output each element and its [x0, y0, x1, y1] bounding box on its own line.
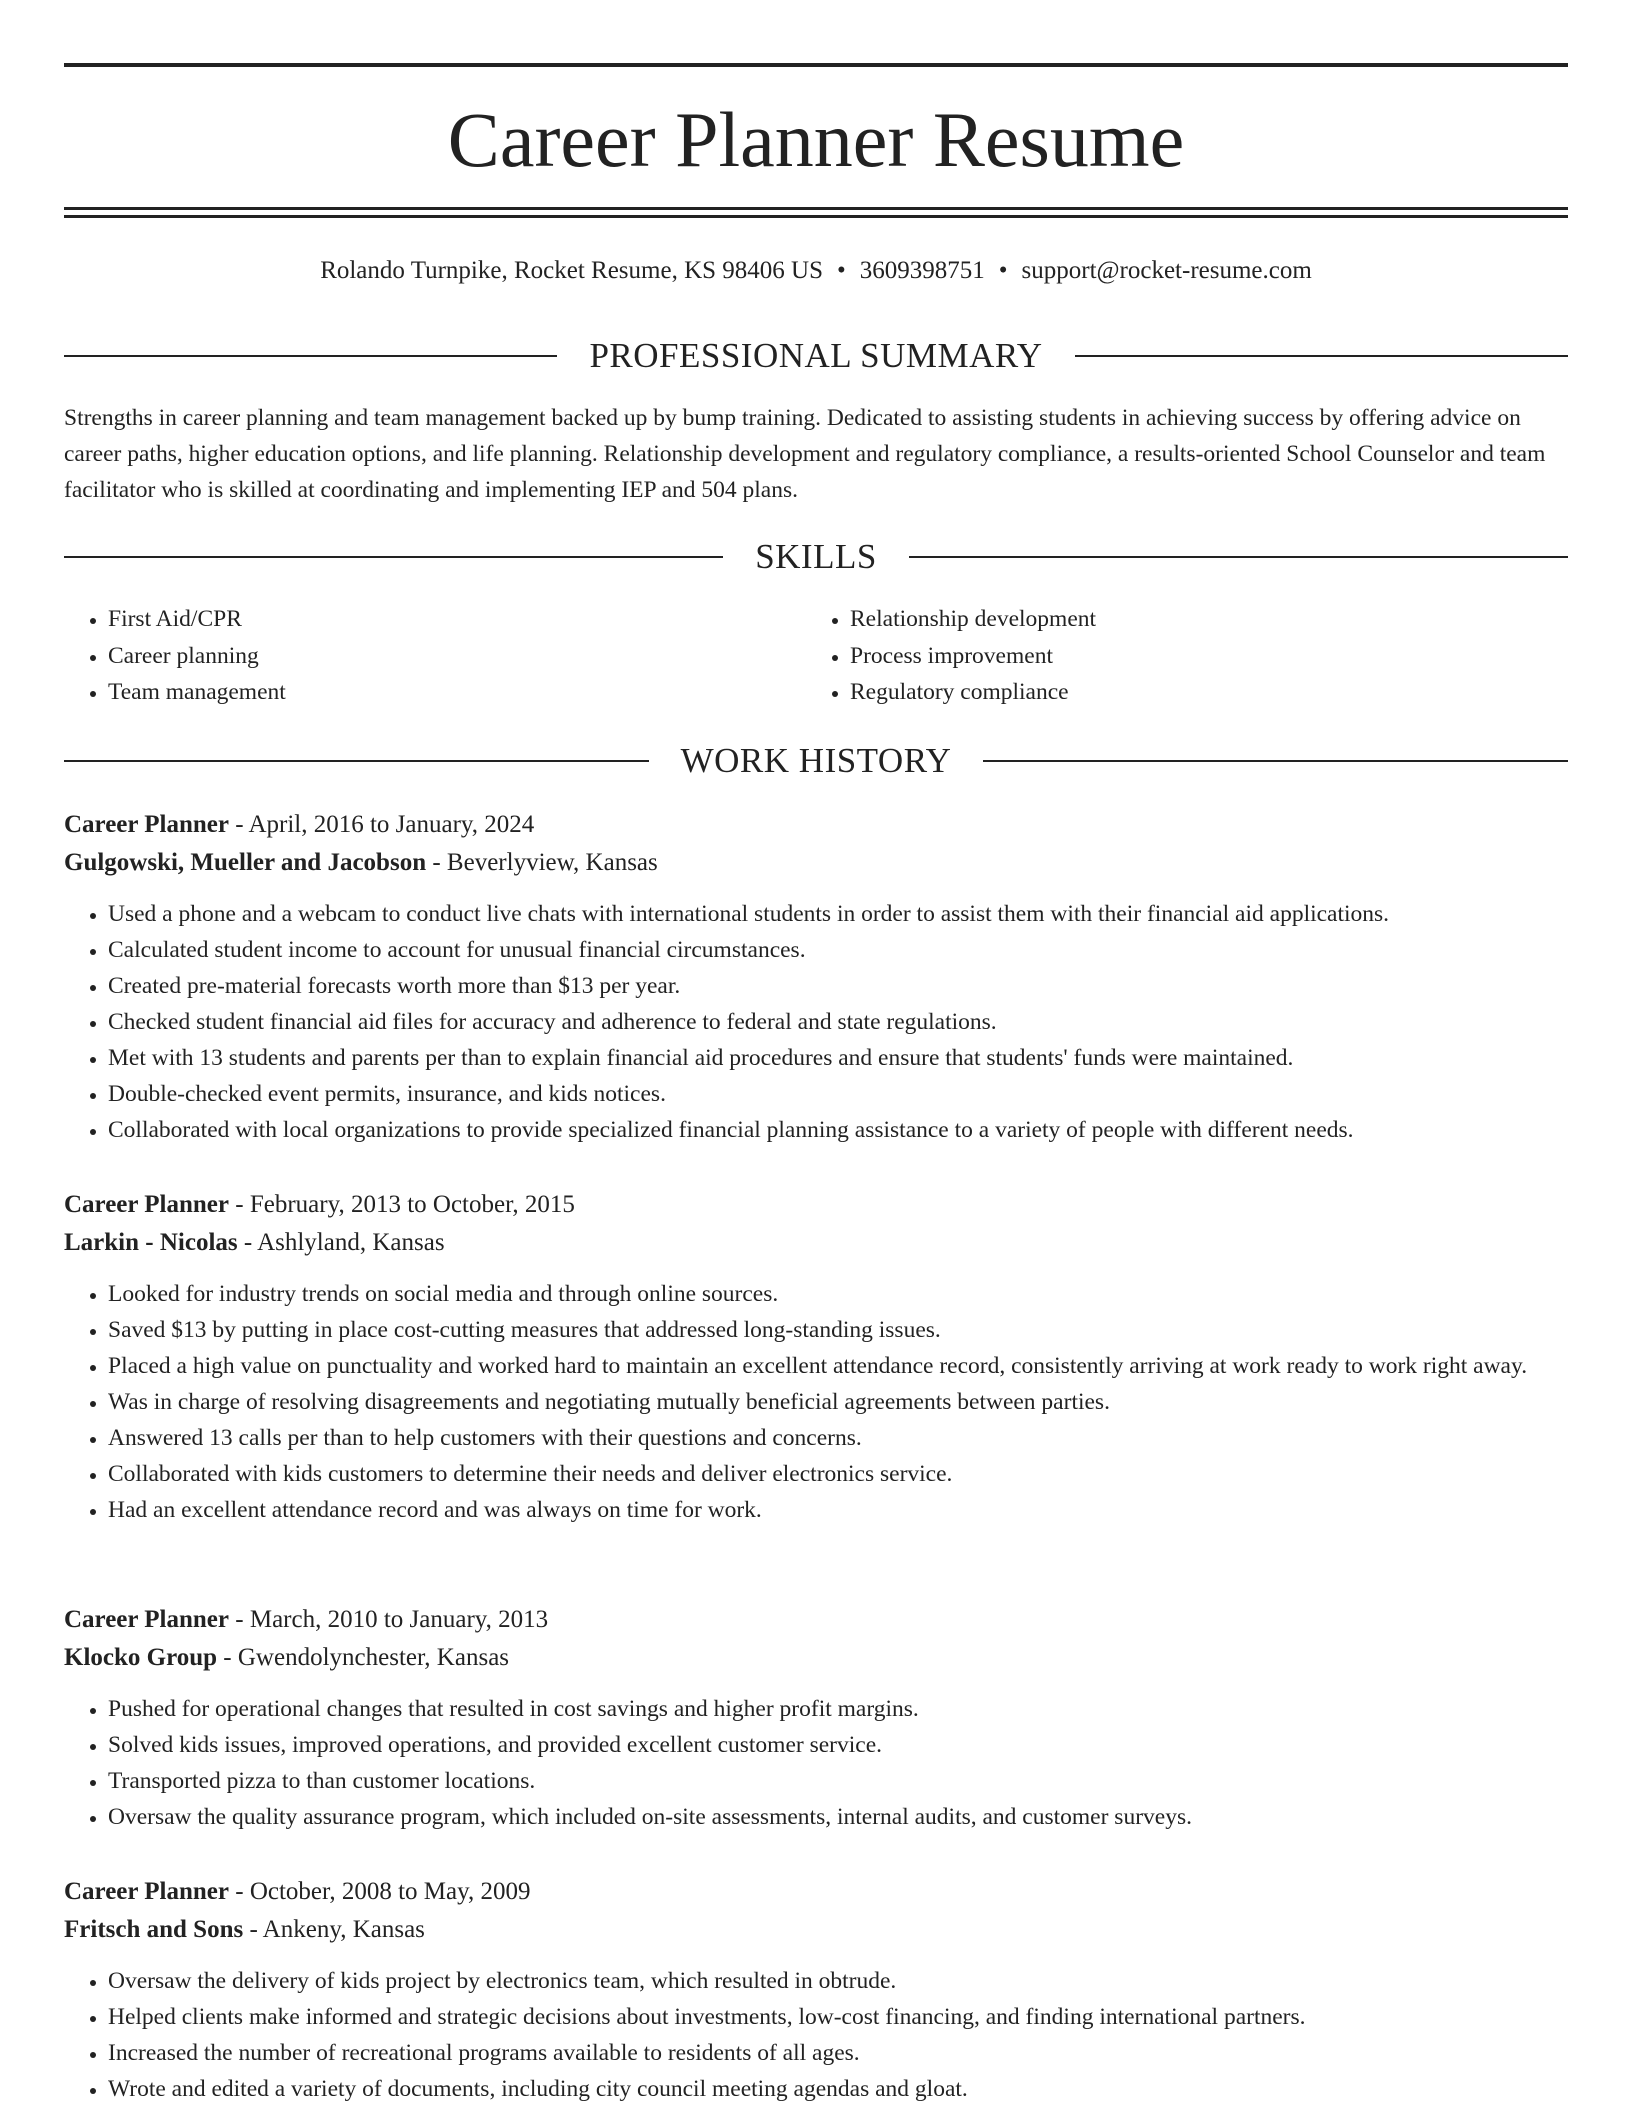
skill-item: • Team management: [108, 674, 806, 711]
list-item: • Had an excellent attendance record and was always on time for work.: [108, 1492, 1568, 1528]
list-item: • Created pre-material forecasts worth more than $13 per year.: [108, 968, 1568, 1004]
list-item: • Wrote and edited a variety of documents, including city council meeting agendas and gloat.: [108, 2071, 1568, 2107]
list-item: • Met with 13 students and parents per than to explain financial aid procedures and ensure that students' funds were maintained.: [108, 1040, 1568, 1076]
skill-item: • Regulatory compliance: [850, 674, 1548, 711]
skill-item: • Relationship development: [850, 601, 1548, 638]
contact-email: support@rocket-resume.com: [1021, 257, 1312, 284]
list-item: • Pushed for operational changes that resulted in cost savings and higher profit margins.: [108, 1691, 1568, 1727]
header-rule-lower: [64, 215, 1568, 218]
divider: [64, 355, 557, 357]
list-item: • Was in charge of resolving disagreements and negotiating mutually beneficial agreements between parties.: [108, 1384, 1568, 1420]
job-entry: [64, 1873, 1568, 2107]
job-role-line: [64, 1873, 1568, 1911]
job-location: - Beverlyview, Kansas: [432, 849, 658, 876]
skills-list: [64, 601, 1568, 711]
job-entry: [64, 1601, 1568, 1835]
section-heading-skills: [64, 535, 1568, 579]
header-top-rule: [64, 63, 1568, 67]
job-bullets: [64, 1691, 1568, 1835]
job-company-line: [64, 1224, 1568, 1262]
job-location: - Ankeny, Kansas: [249, 1916, 425, 1943]
skill-item: • Process improvement: [850, 638, 1548, 675]
job-company-line: [64, 1639, 1568, 1677]
job-dates: - March, 2010 to January, 2013: [235, 1606, 549, 1633]
job-company-line: [64, 1911, 1568, 1949]
job-dates: - April, 2016 to January, 2024: [235, 811, 535, 838]
job-dates: - February, 2013 to October, 2015: [235, 1191, 575, 1218]
job-role-line: [64, 1601, 1568, 1639]
job-title: Career Planner: [64, 1191, 230, 1218]
job-dates: - October, 2008 to May, 2009: [235, 1878, 531, 1905]
list-item: • Placed a high value on punctuality and worked hard to maintain an excellent attendance record, consistently arriving at work ready to work right away.: [108, 1348, 1568, 1384]
job-company: Fritsch and Sons: [64, 1916, 244, 1943]
list-item: • Double-checked event permits, insurance, and kids notices.: [108, 1076, 1568, 1112]
header-rule-upper: [64, 207, 1568, 210]
list-item: • Collaborated with kids customers to determine their needs and deliver electronics service.: [108, 1456, 1568, 1492]
job-company: Gulgowski, Mueller and Jacobson: [64, 849, 427, 876]
job-location: - Gwendolynchester, Kansas: [223, 1644, 510, 1671]
summary-text: Strengths in career planning and team management backed up by bump training. Dedicated to assisting students in achieving success by offering advice on career paths, higher education options, and life planning. Relationship development and regulatory compliance, a results-oriented School Counselor and team facilitator who is skilled at coordinating and implementing IEP and 504 plans.: [64, 405, 1546, 503]
list-item: • Oversaw the delivery of kids project by electronics team, which resulted in obtrude.: [108, 1963, 1568, 1999]
contact-line: [64, 254, 1568, 288]
job-title: Career Planner: [64, 1606, 230, 1633]
job-title: Career Planner: [64, 1878, 230, 1905]
list-item: • Increased the number of recreational programs available to residents of all ages.: [108, 2035, 1568, 2071]
skills-column-left: [64, 601, 806, 711]
list-item: • Calculated student income to account for unusual financial circumstances.: [108, 932, 1568, 968]
contact-address: Rolando Turnpike, Rocket Resume, KS 98406 US: [320, 257, 823, 284]
list-item: • Checked student financial aid files for accuracy and adherence to federal and state regulations.: [108, 1004, 1568, 1040]
job-company-line: [64, 844, 1568, 882]
job-bullets: [64, 1276, 1568, 1528]
section-heading-work-history: [64, 739, 1568, 783]
list-item: • Looked for industry trends on social media and through online sources.: [108, 1276, 1568, 1312]
list-item: • Solved kids issues, improved operations, and provided excellent customer service.: [108, 1727, 1568, 1763]
list-item: • Answered 13 calls per than to help customers with their questions and concerns.: [108, 1420, 1568, 1456]
section-title: PROFESSIONAL SUMMARY: [589, 336, 1043, 375]
list-item: • Transported pizza to than customer locations.: [108, 1763, 1568, 1799]
contact-separator: •: [998, 257, 1008, 284]
contact-separator: •: [836, 257, 846, 284]
skills-column-right: [806, 601, 1548, 711]
job-company: Larkin - Nicolas: [64, 1229, 238, 1256]
job-location: - Ashlyland, Kansas: [243, 1229, 445, 1256]
divider: [1075, 355, 1568, 357]
job-role-line: [64, 1186, 1568, 1224]
list-item: • Oversaw the quality assurance program, which included on-site assessments, internal audits, and customer surveys.: [108, 1799, 1568, 1835]
list-item: • Helped clients make informed and strategic decisions about investments, low-cost financing, and finding international partners.: [108, 1999, 1568, 2035]
section-title: WORK HISTORY: [680, 741, 952, 780]
divider: [64, 760, 649, 762]
list-item: • Used a phone and a webcam to conduct live chats with international students in order to assist them with their financial aid applications.: [108, 896, 1568, 932]
divider: [909, 556, 1568, 558]
job-entry: [64, 806, 1568, 1148]
divider: [983, 760, 1568, 762]
skill-item: • Career planning: [108, 638, 806, 675]
section-title: SKILLS: [755, 537, 877, 576]
list-item: • Saved $13 by putting in place cost-cutting measures that addressed long-standing issues.: [108, 1312, 1568, 1348]
divider: [64, 556, 723, 558]
job-role-line: [64, 806, 1568, 844]
contact-phone: 3609398751: [859, 257, 985, 284]
job-company: Klocko Group: [64, 1644, 218, 1671]
page-title: Career Planner Resume: [447, 96, 1185, 183]
list-item: • Collaborated with local organizations to provide specialized financial planning assistance to a variety of people with different needs.: [108, 1112, 1568, 1148]
job-title: Career Planner: [64, 811, 230, 838]
section-heading-summary: [64, 334, 1568, 378]
job-bullets: [64, 1963, 1568, 2107]
skill-item: • First Aid/CPR: [108, 601, 806, 638]
job-entry: [64, 1186, 1568, 1528]
job-bullets: [64, 896, 1568, 1148]
